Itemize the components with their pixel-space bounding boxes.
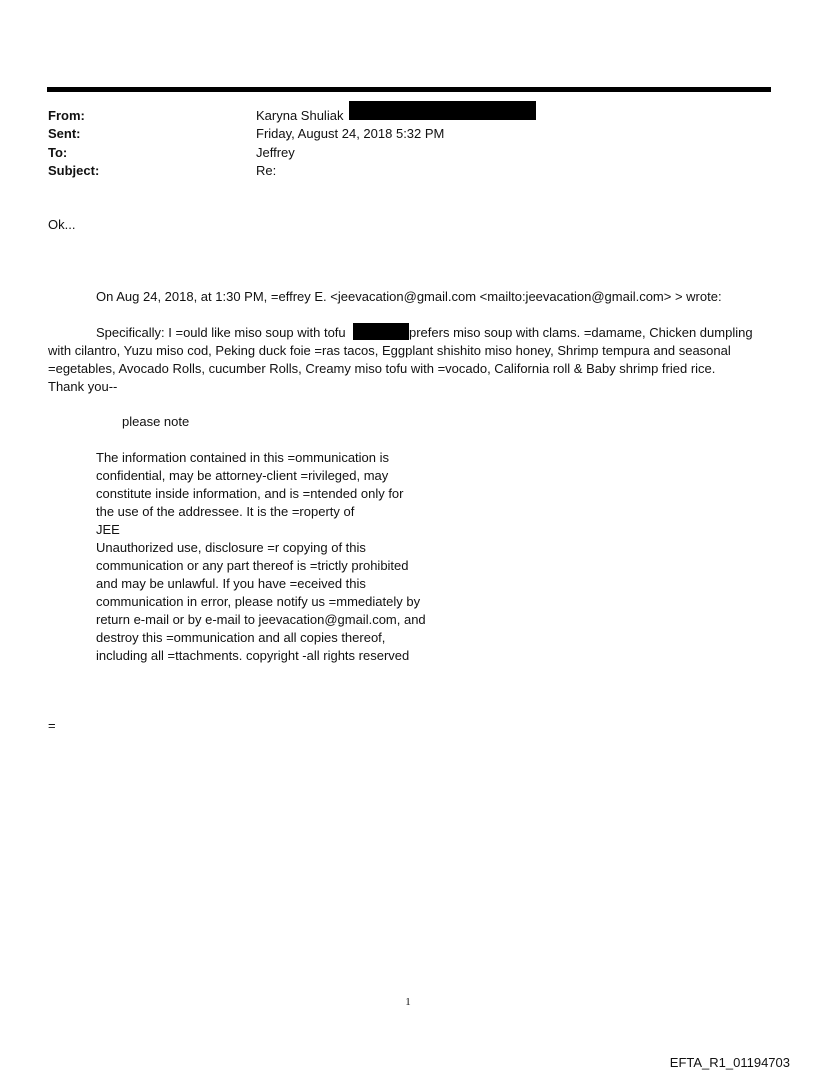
quote-header: On Aug 24, 2018, at 1:30 PM, =effrey E. <jeevacation@gmail.com <mailto:jeevacation@gmail.com> > wrote: (96, 289, 722, 304)
please-note: please note (122, 414, 190, 429)
document-id: EFTA_R1_01194703 (669, 1055, 790, 1070)
to-value: Jeffrey (256, 145, 295, 160)
subject-label: Subject: (48, 163, 100, 178)
order-line-1b: prefers miso soup with clams. =damame, Chicken dumpling (409, 325, 753, 340)
redaction-box (353, 323, 409, 340)
disclaimer-line: including all =ttachments. copyright -all rights reserved (96, 648, 410, 663)
sent-label: Sent: (48, 126, 81, 141)
header-rule (47, 87, 771, 92)
disclaimer-line: the use of the addressee. It is the =roperty of (96, 504, 355, 519)
to-label: To: (48, 145, 68, 160)
disclaimer-line: and may be unlawful. If you have =eceived this (96, 576, 366, 591)
disclaimer-line: communication in error, please notify us =mmediately by (96, 594, 421, 609)
order-line-1a: Specifically: I =ould like miso soup with tofu (96, 325, 346, 340)
disclaimer-line: confidential, may be attorney-client =rivileged, may (96, 468, 389, 483)
disclaimer (96, 449, 426, 665)
disclaimer-line: JEE (96, 522, 120, 537)
order-line-4: Thank you-- (48, 379, 118, 394)
disclaimer-line: communication or any part thereof is =trictly prohibited (96, 558, 409, 573)
trailing-equals: = (48, 718, 56, 733)
from-label: From: (48, 108, 85, 123)
subject-value: Re: (256, 163, 277, 178)
disclaimer-line: destroy this =ommunication and all copies thereof, (96, 630, 386, 645)
from-value: Karyna Shuliak (256, 108, 344, 123)
disclaimer-line: return e-mail or by e-mail to jeevacation@gmail.com, and (96, 612, 426, 627)
reply-text: Ok... (48, 217, 76, 232)
order-line-3: =egetables, Avocado Rolls, cucumber Rolls, Creamy miso tofu with =vocado, California roll & Baby shrimp fried rice. (48, 361, 716, 376)
order-line-2: with cilantro, Yuzu miso cod, Peking duck foie =ras tacos, Eggplant shishito miso honey, Shrimp tempura and seasonal (48, 343, 731, 358)
page-number: 1 (405, 996, 411, 1008)
redaction-box (349, 101, 536, 120)
sent-value: Friday, August 24, 2018 5:32 PM (256, 126, 445, 141)
disclaimer-line: The information contained in this =ommunication is (96, 450, 390, 465)
disclaimer-line: Unauthorized use, disclosure =r copying of this (96, 540, 366, 555)
disclaimer-line: constitute inside information, and is =ntended only for (96, 486, 404, 501)
